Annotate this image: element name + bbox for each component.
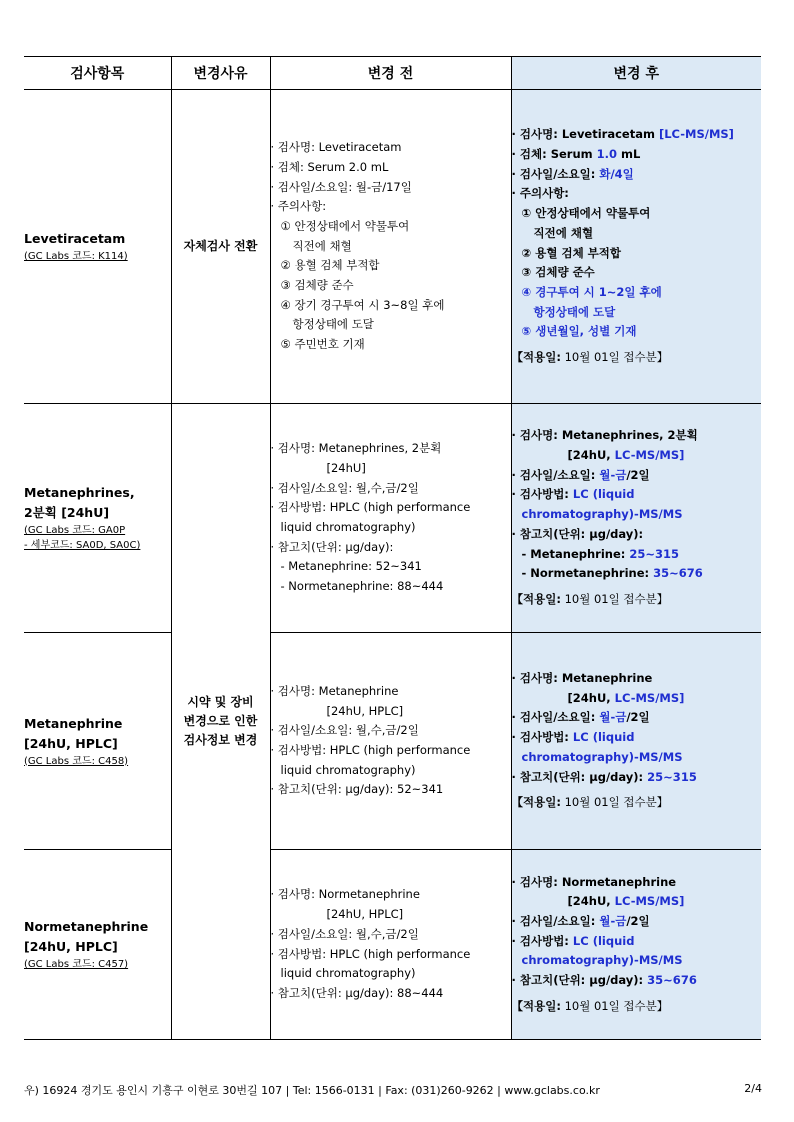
before-line: ① 안정상태에서 약물투여	[280, 218, 410, 233]
after-hl: 35~676	[647, 973, 697, 988]
after-hl: chromatography)-MS/MS	[521, 507, 683, 522]
reason-cell	[171, 90, 270, 404]
before-line: · 검체: Serum 2.0 mL	[270, 159, 389, 174]
before-line: · 검사명: Normetanephrine	[270, 887, 420, 902]
after-line	[512, 873, 762, 893]
after-line	[512, 545, 762, 565]
after-hl: [LC-MS/MS]	[658, 127, 734, 142]
after-hl: LC-MS/MS]	[614, 448, 685, 463]
after-tail: mL	[617, 146, 641, 161]
after-line	[512, 446, 762, 466]
before-line: - Normetanephrine: 88~444	[280, 579, 444, 594]
after-text: [24hU,	[567, 894, 615, 909]
after-text: Metanephrine	[561, 671, 653, 686]
applied-value: 10월 01일 접수분】	[560, 591, 669, 606]
after-line	[512, 224, 762, 244]
applied-value: 10월 01일 접수분】	[560, 350, 669, 365]
applied-date	[512, 348, 762, 368]
table-row	[24, 90, 761, 404]
after-text: Levetiracetam	[561, 127, 659, 142]
after-line	[512, 244, 762, 264]
applied-label: 【적용일:	[511, 795, 561, 810]
reason-cell	[171, 404, 270, 1040]
after-hl: 화/4일	[599, 166, 634, 181]
before-cell	[270, 90, 511, 404]
after-tail: /2일	[626, 710, 650, 725]
after-line	[512, 971, 762, 991]
after-label: · 검사방법:	[511, 487, 573, 502]
after-label: · 참고치(단위: μg/day):	[511, 973, 648, 988]
after-label: · 검사명:	[511, 127, 562, 142]
after-text: [24hU,	[567, 448, 615, 463]
after-hl: chromatography)-MS/MS	[521, 749, 683, 764]
before-line: 직전에 채혈	[292, 238, 352, 253]
before-line: · 참고치(단위: μg/day):	[270, 539, 394, 554]
after-cell	[511, 633, 761, 850]
after-hl: ⑤ 생년월일, 성별 기재	[521, 324, 637, 339]
item-cell	[24, 633, 171, 850]
before-cell	[270, 633, 511, 850]
header-before: 변경 전	[270, 57, 511, 90]
after-label: · 검체:	[511, 146, 551, 161]
after-line	[512, 932, 762, 952]
after-line	[512, 184, 762, 204]
applied-value: 10월 01일 접수분】	[560, 795, 669, 810]
before-line: liquid chromatography)	[280, 966, 416, 981]
after-label: · 검사명:	[511, 874, 562, 889]
after-hl: 35~676	[653, 566, 703, 581]
after-hl: 월-금	[599, 710, 627, 725]
before-cell	[270, 404, 511, 633]
before-line: · 검사일/소요일: 월,수,금/2일	[270, 480, 419, 495]
applied-label: 【적용일:	[511, 350, 561, 365]
item-name: Levetiracetam	[24, 231, 126, 246]
after-label: · 검사명:	[511, 671, 562, 686]
before-line: · 참고치(단위: μg/day): 52~341	[270, 782, 444, 797]
item-code: (GC Labs 코드: C458)	[24, 755, 129, 767]
after-line	[512, 525, 762, 545]
after-text: Metanephrines, 2분획	[561, 428, 698, 443]
after-line	[512, 564, 762, 584]
before-line: · 검사방법: HPLC (high performance	[270, 743, 471, 757]
before-line: - Metanephrine: 52~341	[280, 559, 422, 574]
change-notice-table	[24, 56, 761, 1040]
reason-text: 검사정보 변경	[183, 733, 258, 747]
before-line: liquid chromatography)	[280, 762, 416, 777]
reason-text: 시약 및 장비	[187, 695, 254, 709]
before-line: · 검사명: Metanephrine	[270, 683, 399, 698]
after-text: ② 용혈 검체 부적합	[521, 245, 622, 260]
after-line	[512, 485, 762, 505]
before-line: [24hU, HPLC]	[326, 907, 404, 922]
after-cell	[511, 850, 761, 1040]
after-line	[512, 912, 762, 932]
after-line	[512, 283, 762, 303]
before-line: · 검사방법: HPLC (high performance	[270, 500, 471, 515]
after-line	[512, 466, 762, 486]
after-tail: /2일	[626, 913, 650, 928]
page-footer	[24, 1082, 770, 1098]
after-hl: 25~315	[629, 546, 680, 561]
after-hl: 월-금	[599, 467, 627, 482]
after-text: Serum	[550, 146, 597, 161]
item-name: Metanephrine	[24, 715, 123, 731]
after-line	[512, 892, 762, 912]
after-label: · 주의사항:	[511, 186, 569, 201]
after-hl: LC-MS/MS]	[614, 894, 685, 909]
before-cell	[270, 850, 511, 1040]
after-line	[512, 263, 762, 283]
after-hl: 월-금	[599, 913, 627, 928]
after-line	[512, 505, 762, 525]
after-text: 직전에 채혈	[533, 225, 594, 240]
after-label: · 검사방법:	[511, 933, 573, 948]
after-text: - Normetanephrine:	[521, 566, 654, 581]
header-reason: 변경사유	[171, 57, 270, 90]
after-line	[512, 145, 762, 165]
after-hl: LC (liquid	[572, 487, 635, 502]
applied-date	[512, 997, 762, 1017]
after-text: Normetanephrine	[561, 874, 677, 889]
applied-date	[512, 590, 762, 610]
after-label: · 참고치(단위: μg/day):	[511, 769, 648, 784]
header-after: 변경 후	[511, 57, 761, 90]
after-hl: LC-MS/MS]	[614, 690, 685, 705]
after-hl: chromatography)-MS/MS	[521, 953, 683, 968]
after-hl: 25~315	[647, 769, 697, 784]
after-line	[512, 165, 762, 185]
before-line: ⑤ 주민번호 기재	[280, 337, 365, 352]
table-header-row	[24, 57, 761, 90]
after-hl: LC (liquid	[572, 730, 635, 745]
footer-contact: 우) 16924 경기도 용인시 기흥구 이현로 30번길 107 | Tel: 1566-0131 | Fax: (031)260-9262 | www.gclabs.co.kr	[24, 1084, 600, 1097]
item-name: 2분획 [24hU]	[24, 505, 110, 520]
page-number: 2/4	[744, 1082, 762, 1095]
applied-label: 【적용일:	[511, 998, 561, 1013]
after-line	[512, 708, 762, 728]
after-text: - Metanephrine:	[521, 546, 630, 561]
before-line: · 검사명: Metanephrines, 2분획	[270, 441, 442, 456]
before-line: · 검사일/소요일: 월,수,금/2일	[270, 926, 419, 941]
after-line	[512, 768, 762, 788]
after-text: [24hU,	[567, 690, 615, 705]
after-cell	[511, 90, 761, 404]
before-line: · 검사명: Levetiracetam	[270, 140, 402, 155]
before-line: · 검사일/소요일: 월,수,금/2일	[270, 723, 419, 738]
after-hl: ④ 경구투여 시 1~2일 후에	[521, 284, 662, 299]
header-item: 검사항목	[24, 57, 171, 90]
after-line	[512, 689, 762, 709]
after-hl: LC (liquid	[572, 933, 635, 948]
item-code: (GC Labs 코드: GA0P	[24, 525, 126, 536]
item-code: (GC Labs 코드: K114)	[24, 251, 128, 262]
applied-date	[512, 793, 762, 813]
before-line: 항정상태에 도달	[292, 317, 374, 332]
reason-text: 변경으로 인한	[183, 714, 258, 728]
after-line	[512, 303, 762, 323]
after-cell	[511, 404, 761, 633]
item-name: [24hU, HPLC]	[24, 939, 118, 954]
before-line: ② 용혈 검체 부적합	[280, 258, 380, 273]
before-line: · 참고치(단위: μg/day): 88~444	[270, 985, 444, 1000]
after-line	[512, 748, 762, 768]
after-label: · 검사방법:	[511, 730, 573, 745]
before-line: ③ 검체량 준수	[280, 278, 354, 293]
after-line	[512, 125, 762, 145]
table-row	[24, 633, 761, 850]
after-line	[512, 426, 762, 446]
after-line	[512, 204, 762, 224]
after-text: ③ 검체량 준수	[521, 265, 595, 280]
before-line: · 검사일/소요일: 월-금/17일	[270, 179, 412, 194]
item-cell	[24, 90, 171, 404]
before-line: ④ 장기 경구투여 시 3~8일 후에	[280, 297, 445, 312]
after-line	[512, 728, 762, 748]
after-label: · 검사일/소요일:	[511, 166, 600, 181]
before-line: [24hU]	[326, 460, 366, 475]
before-line: liquid chromatography)	[280, 520, 416, 534]
item-code: (GC Labs 코드: C457)	[24, 959, 129, 970]
after-hl: 항정상태에 도달	[533, 304, 616, 319]
table-row	[24, 404, 761, 633]
before-line: [24hU, HPLC]	[326, 703, 404, 718]
item-cell	[24, 850, 171, 1040]
item-name: Metanephrines,	[24, 485, 135, 500]
after-label: · 참고치(단위: μg/day):	[511, 526, 644, 541]
after-line	[512, 951, 762, 971]
before-line: · 주의사항:	[270, 199, 327, 214]
after-hl: 1.0	[596, 146, 618, 161]
applied-value: 10월 01일 접수분】	[560, 998, 669, 1013]
before-line: · 검사방법: HPLC (high performance	[270, 946, 471, 961]
after-line	[512, 669, 762, 689]
item-code: - 세부코드: SA0D, SA0C)	[24, 540, 141, 551]
item-name: Normetanephrine	[24, 919, 149, 934]
item-cell	[24, 404, 171, 633]
table-row	[24, 850, 761, 1040]
after-label: · 검사일/소요일:	[511, 913, 600, 928]
after-label: · 검사일/소요일:	[511, 467, 600, 482]
after-label: · 검사명:	[511, 428, 562, 443]
applied-label: 【적용일:	[511, 591, 561, 606]
item-name: [24hU, HPLC]	[24, 735, 118, 751]
after-line	[512, 322, 762, 342]
after-tail: /2일	[626, 467, 650, 482]
after-text: ① 안정상태에서 약물투여	[521, 206, 651, 221]
after-label: · 검사일/소요일:	[511, 710, 600, 725]
reason-text: 자체검사 전환	[183, 239, 258, 253]
